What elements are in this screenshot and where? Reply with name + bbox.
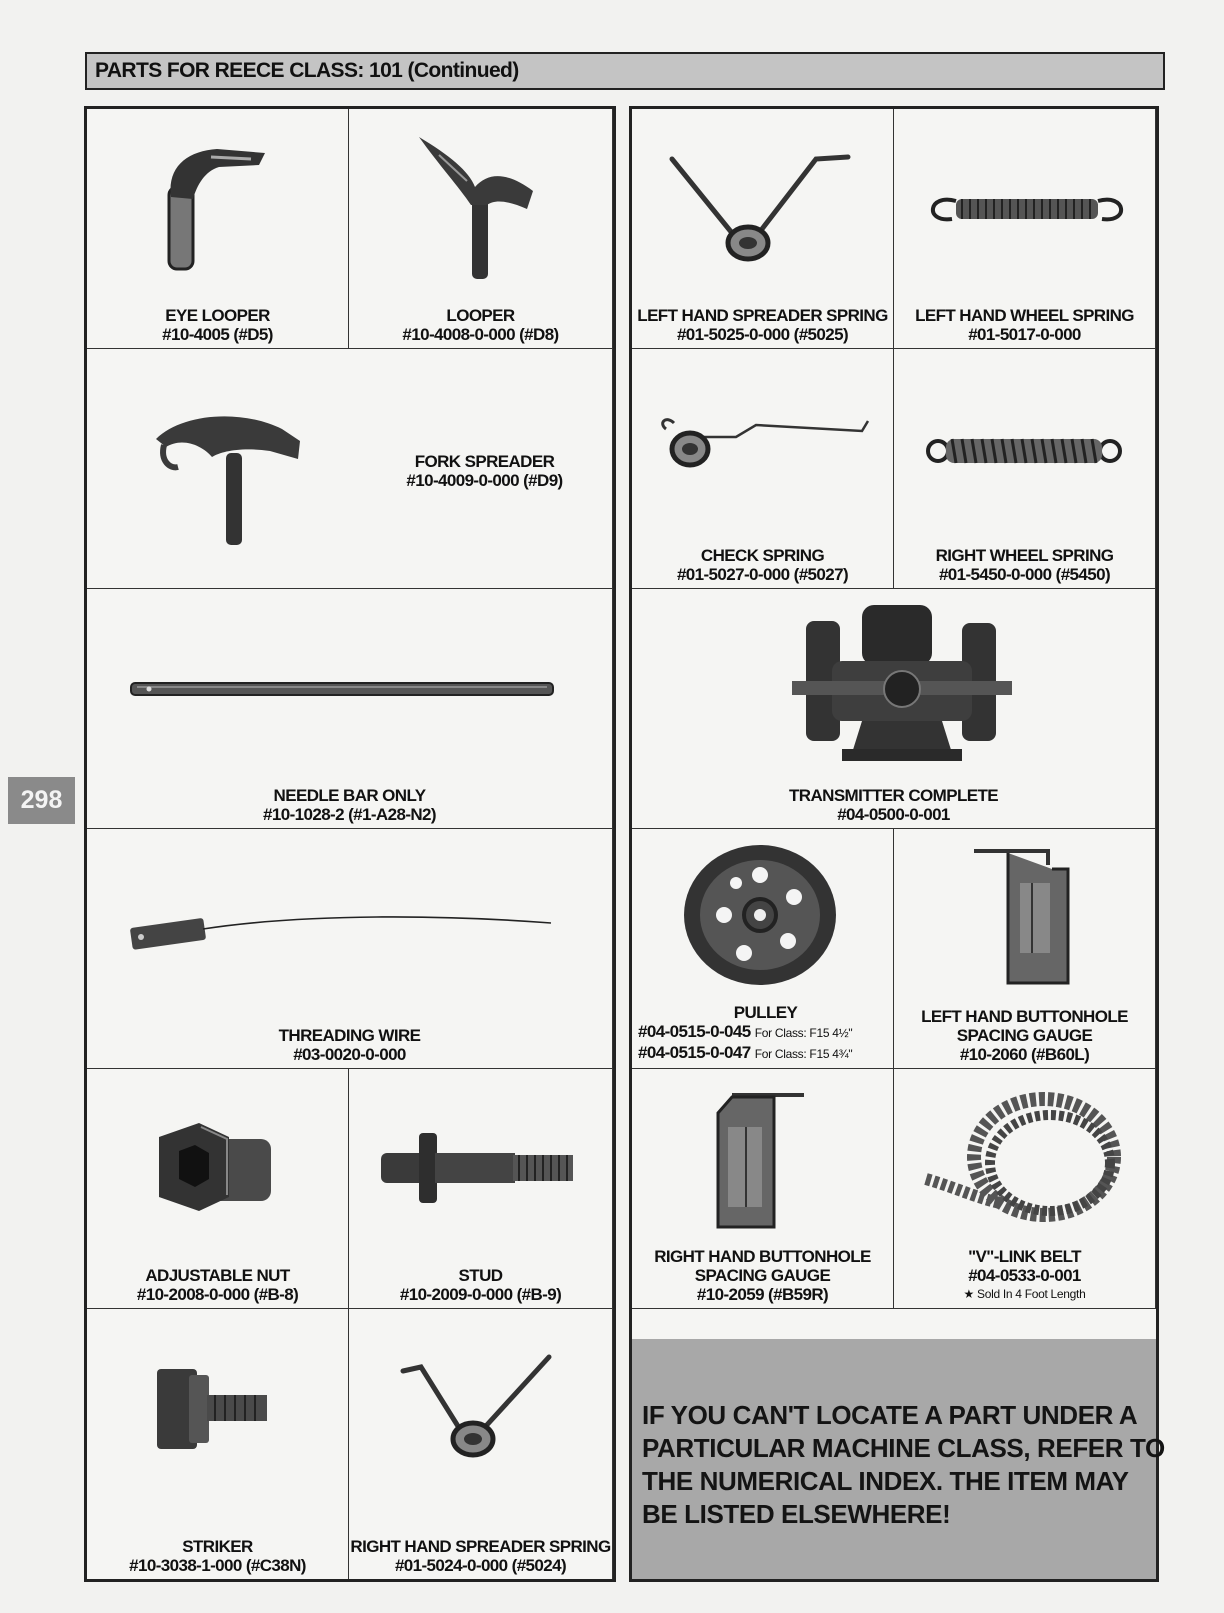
part-caption: "V"-LINK BELT #04-0533-0-001 ★ Sold In 4 Foot Length [894,1247,1155,1304]
right-hand-buttonhole-gauge-image [712,1087,812,1237]
part-caption: FORK SPREADER #10-4009-0-000 (#D9) [406,452,563,490]
part-cell-looper [349,109,613,349]
right-hand-spreader-spring-image [399,1353,559,1473]
part-caption: LEFT HAND WHEEL SPRING #01-5017-0-000 [915,306,1134,344]
page-number: 298 [20,786,63,814]
belt-note: ★ Sold In 4 Foot Length [963,1287,1086,1301]
striker-image [153,1365,273,1455]
part-cell-eye-looper [87,109,349,349]
part-caption: STUD #10-2009-0-000 (#B-9) [399,1266,562,1304]
fork-spreader-image [152,411,312,551]
part-cell-v-link-belt [894,1069,1156,1309]
right-parts-panel [629,106,1165,1582]
part-caption: RIGHT WHEEL SPRING #01-5450-0-000 (#5450) [935,546,1114,584]
left-parts-panel [84,106,616,1582]
part-caption: LEFT HAND BUTTONHOLE SPACING GAUGE #10-2060 (#B60L) [921,1007,1128,1064]
part-caption: CHECK SPRING #01-5027-0-000 (#5027) [676,546,849,584]
part-caption: EYE LOOPER #10-4005 (#D5) [162,306,273,344]
part-cell-right-wheel-spring [894,349,1156,589]
section-header [85,52,1165,90]
part-caption: PULLEY #04-0515-0-045 For Class: F15 4½" #04-0515-0-047 For Class: F15 4¾" [638,1003,853,1062]
transmitter-image [792,601,1012,771]
part-caption: ADJUSTABLE NUT #10-2008-0-000 (#B-8) [136,1266,299,1304]
part-cell-left-hand-buttonhole-gauge [894,829,1156,1069]
part-cell-stud [349,1069,613,1309]
left-hand-spreader-spring-image [666,149,856,269]
page-number-tab [8,777,75,824]
part-cell-check-spring [632,349,894,589]
part-cell-transmitter-complete [632,589,1156,829]
part-caption: THREADING WIRE #03-0020-0-000 [278,1026,421,1064]
pulley-image [680,841,840,991]
adjustable-nut-image [149,1117,279,1217]
part-cell-left-hand-wheel-spring [894,109,1156,349]
section-title: PARTS FOR REECE CLASS: 101 (Continued) [95,59,519,82]
looper-image [409,135,549,285]
eye-looper-image [147,137,277,277]
stud-image [379,1127,579,1207]
part-cell-right-hand-spreader-spring [349,1309,613,1579]
part-cell-fork-spreader [87,349,613,589]
right-wheel-spring-image [924,431,1124,471]
part-cell-right-hand-buttonhole-gauge [632,1069,894,1309]
threading-wire-image [127,907,557,957]
locate-part-notice: IF YOU CAN'T LOCATE A PART UNDER A PARTICULAR MACHINE CLASS, REFER TO THE NUMERICAL INDEX. THE ITEM MAY BE LISTED ELSEWHERE! [632,1339,1156,1579]
check-spring-image [656,413,876,483]
part-cell-adjustable-nut [87,1069,349,1309]
part-caption: TRANSMITTER COMPLETE #04-0500-0-001 [789,786,998,824]
left-hand-wheel-spring-image [922,189,1132,229]
part-cell-threading-wire [87,829,613,1069]
part-cell-pulley [632,829,894,1069]
part-caption: NEEDLE BAR ONLY #10-1028-2 (#1-A28-N2) [263,786,436,824]
part-caption: RIGHT HAND BUTTONHOLE SPACING GAUGE #10-2059 (#B59R) [654,1247,871,1304]
part-cell-striker [87,1309,349,1579]
part-caption: STRIKER #10-3038-1-000 (#C38N) [129,1537,306,1575]
part-cell-left-hand-spreader-spring [632,109,894,349]
part-cell-needle-bar [87,589,613,829]
part-caption: LEFT HAND SPREADER SPRING #01-5025-0-000 (#5025) [637,306,888,344]
part-caption: LOOPER #10-4008-0-000 (#D8) [402,306,559,344]
v-link-belt-image [924,1087,1134,1237]
left-hand-buttonhole-gauge-image [972,843,1072,993]
part-caption: RIGHT HAND SPREADER SPRING #01-5024-0-000 (#5024) [350,1537,611,1575]
needle-bar-image [127,677,557,701]
